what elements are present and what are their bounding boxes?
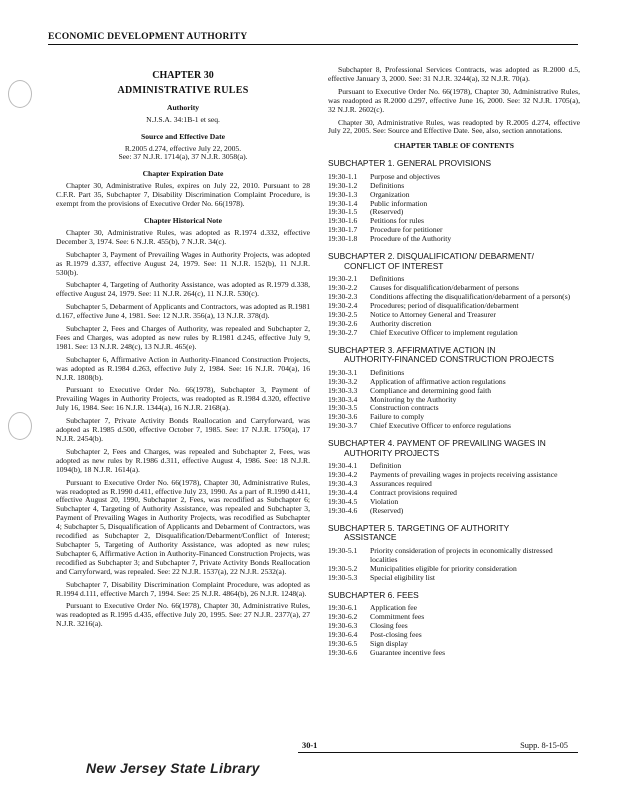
section-title: Definitions — [370, 274, 405, 284]
toc-title: CHAPTER TABLE OF CONTENTS — [394, 141, 514, 151]
section-title: (Reserved) — [370, 505, 404, 515]
section-number: 19:30-4.3 — [328, 479, 358, 489]
toc-entry — [328, 574, 580, 583]
section-number: 19:30-3.7 — [328, 421, 358, 431]
toc-entry — [328, 396, 580, 405]
subchapter-title: SUBCHAPTER 4. PAYMENT OF PREVAILING WAGES IN — [328, 438, 546, 449]
toc-entry — [328, 622, 580, 631]
authority-heading: Authority — [166, 102, 200, 112]
section-title: Petitions for rules — [370, 216, 424, 226]
toc-entry — [328, 547, 580, 565]
section-title: Procedures; period of disqualification/debarment — [370, 301, 519, 310]
section-title: Chief Executive Officer to implement regulation — [370, 327, 518, 337]
toc-entry — [328, 200, 580, 209]
subchapter-heading — [328, 591, 580, 601]
section-title: Construction contracts — [370, 403, 439, 413]
section-title: Purpose and objectives — [370, 171, 441, 181]
toc-entry — [328, 565, 580, 574]
section-title: Public information — [370, 198, 428, 208]
toc-entry — [328, 498, 580, 507]
right-column — [328, 66, 580, 658]
section-title: Application of affirmative action regulations — [370, 376, 506, 386]
section-title: Failure to comply — [370, 412, 424, 422]
section-title: Assurances required — [370, 479, 432, 489]
subchapter-title: SUBCHAPTER 5. TARGETING OF AUTHORITY — [328, 522, 510, 533]
toc-entry — [328, 191, 580, 200]
section-title: Violation — [370, 496, 399, 506]
section-number: 19:30-3.6 — [328, 412, 358, 422]
section-number: 19:30-6.1 — [328, 603, 358, 613]
section-title: (Reserved) — [370, 207, 404, 217]
history-paragraph: Subchapter 8, Professional Services Contracts, was adopted as R.2000 d.5, effective January 3, 2000. See: 31 N.J.R. 3244(a), 32 N.J.R. 70(a). — [328, 65, 580, 83]
section-number: 19:30-2.6 — [328, 318, 358, 328]
section-number: 19:30-3.3 — [328, 385, 358, 395]
subchapter-title-continued: CONFLICT OF INTEREST — [344, 260, 444, 271]
section-number: 19:30-1.5 — [328, 207, 358, 217]
history-paragraph: Pursuant to Executive Order No. 66(1978), Subchapter 3, Payment of Prevailing Wages in Authority Projects, was readopted as R.1984 d.320, effective July 16, 1984. See: 16 N.J.R. 1344(a), 16 N.J.R. 2168(a). — [56, 385, 310, 413]
section-title: Procedure of the Authority — [370, 234, 452, 244]
toc-entry — [328, 489, 580, 498]
source-citation: See: 37 N.J.R. 1714(a), 37 N.J.R. 3058(a). — [118, 152, 248, 162]
subchapter-heading — [328, 252, 580, 271]
section-title: Organization — [370, 189, 410, 199]
section-title: Payments of prevailing wages in projects receiving assistance — [370, 470, 558, 480]
subchapter-heading — [328, 524, 580, 543]
history-heading: Chapter Historical Note — [144, 215, 222, 225]
history-paragraph: Pursuant to Executive Order No. 66(1978), Chapter 30, Administrative Rules, was readopted as R.1990 d.411, effective July 23, 1990. As a part of R.1990 d.411, effective August 20, 1990, Subchapter 2, Fees, was recodified as Subchapter 6; Subchapter 4, Targeting of Authority Assistance, was repealed and Subchapter 3, Payment of Prevailing Wages in Authority Projects, was recodified as Subchapter 4; Subchapter 5, Disqualification of Applicants and Debarment of Contractors, was recodified as Subchapter 2, Disqualification/Debarment/Conflict of Interest; Subchapter 5, Targeting of Authority Assistance, was adopted as new rules; Subchapter 6, Affirmative Action in Authority-Financed Construction Projects, was recodified as Subchapter 3; and Subchapter 7, Private Activity Bonds Reallocation and Carryforward, was repealed. See: 22 N.J.R. 1537(a), 22 N.J.R. 2532(a). — [56, 477, 310, 576]
subchapter-heading — [328, 346, 580, 365]
page-number: 30-1 — [302, 741, 318, 750]
toc-entry — [328, 311, 580, 320]
toc-entry — [328, 631, 580, 640]
section-number: 19:30-6.6 — [328, 647, 358, 657]
toc-entry — [328, 507, 580, 516]
chapter-number: CHAPTER 30 — [152, 70, 214, 81]
toc-entry — [328, 208, 580, 217]
history-paragraph: Subchapter 4, Targeting of Authority Assistance, was adopted as R.1979 d.338, effective August 24, 1979. See: 11 N.J.R. 264(c), 11 N.J.R. 530(c). — [56, 280, 310, 299]
section-number: 19:30-1.1 — [328, 171, 358, 181]
section-title: Post-closing fees — [370, 629, 422, 639]
subchapter-title-continued: ASSISTANCE — [344, 532, 397, 543]
history-paragraph: Pursuant to Executive Order No. 66(1978), Chapter 30, Administrative Rules, was readopted as R.2000 d.297, effective June 16, 2000. See: 32 N.J.R. 1705(a), 32 N.J.R. 2602(c). — [328, 86, 580, 114]
toc-entry — [328, 404, 580, 413]
toc-entry — [328, 604, 580, 613]
toc-entry — [328, 640, 580, 649]
history-paragraph: Chapter 30, Administrative Rules, was adopted as R.1974 d.332, effective December 3, 1974. See: 6 N.J.R. 455(b), 7 N.J.R. 34(c). — [56, 227, 310, 246]
punch-hole — [8, 412, 32, 440]
history-paragraph: Subchapter 7, Private Activity Bonds Reallocation and Carryforward, was adopted as R.1985 d.500, effective October 7, 1985. See: 17 N.J.R. 1750(a), 17 N.J.R. 2454(b). — [56, 416, 310, 443]
supplement-date: Supp. 8-15-05 — [520, 741, 568, 750]
section-number: 19:30-6.5 — [328, 638, 358, 648]
subchapter-title: SUBCHAPTER 3. AFFIRMATIVE ACTION IN — [328, 344, 496, 355]
section-title: Commitment fees — [370, 612, 425, 622]
toc-entry — [328, 182, 580, 191]
section-title: Definitions — [370, 367, 405, 377]
expiration-text: Chapter 30, Administrative Rules, expires on July 22, 2010. Pursuant to 28 C.F.R. Part 35, Subchapter 7, Disability Discrimination Complaint Procedure, is exempt from the provisions of Executive Order No. 66(1978). — [56, 181, 310, 209]
section-number: 19:30-4.1 — [328, 461, 358, 471]
section-title: Municipalities eligible for priority consideration — [370, 563, 517, 573]
subchapter-title: SUBCHAPTER 1. GENERAL PROVISIONS — [328, 158, 492, 169]
section-title: Notice to Attorney General and Treasurer — [370, 309, 496, 319]
section-number: 19:30-2.3 — [328, 292, 358, 302]
toc-entry — [328, 217, 580, 226]
footer-rule — [298, 752, 578, 753]
toc-entry — [328, 173, 580, 182]
section-number: 19:30-4.2 — [328, 470, 358, 480]
section-title: Definitions — [370, 180, 405, 190]
section-number: 19:30-1.7 — [328, 225, 358, 235]
section-title: Chief Executive Officer to enforce regulations — [370, 421, 511, 431]
section-number: 19:30-3.1 — [328, 367, 358, 377]
section-title: Definition — [370, 461, 402, 471]
subchapter-title: SUBCHAPTER 6. FEES — [328, 589, 419, 600]
section-title: Application fee — [370, 603, 418, 613]
toc-entry — [328, 226, 580, 235]
subchapter-heading — [328, 159, 580, 169]
subchapter-title-continued: AUTHORITY-FINANCED CONSTRUCTION PROJECTS — [344, 354, 555, 365]
section-title: Causes for disqualification/debarment of persons — [370, 283, 519, 293]
toc-entry — [328, 329, 580, 338]
section-number: 19:30-2.4 — [328, 301, 358, 310]
section-number: 19:30-3.4 — [328, 394, 358, 404]
section-number: 19:30-2.7 — [328, 327, 358, 337]
section-number: 19:30-5.3 — [328, 572, 358, 582]
history-paragraph: Subchapter 5, Debarment of Applicants and Contractors, was adopted as R.1981 d.167, effective June 4, 1981. See: 12 N.J.R. 356(a), 13 N.J.R. 378(d). — [56, 302, 310, 321]
section-number: 19:30-2.1 — [328, 274, 358, 284]
toc-entry — [328, 649, 580, 658]
section-title: Conditions affecting the disqualification/debarment of a person(s) — [370, 292, 571, 302]
left-column — [56, 70, 310, 633]
toc-entry — [328, 422, 580, 431]
section-title: Procedure for petitioner — [370, 225, 443, 235]
section-number: 19:30-3.2 — [328, 376, 358, 386]
section-title: Contract provisions required — [370, 488, 457, 498]
section-title: Guarantee incentive fees — [370, 647, 446, 657]
library-stamp: New Jersey State Library — [86, 760, 260, 776]
chapter-name: ADMINISTRATIVE RULES — [117, 84, 249, 96]
history-paragraph: Subchapter 3, Payment of Prevailing Wages in Authority Projects, was adopted as R.1979 d.337, effective August 24, 1979. See: 11 N.J.R. 152(b), 11 N.J.R. 530(b). — [56, 249, 310, 277]
section-number: 19:30-3.5 — [328, 403, 358, 413]
section-title: Compliance and determining good faith — [370, 385, 492, 395]
section-title: Sign display — [370, 638, 408, 648]
toc-entry — [328, 235, 580, 244]
subchapter-title: SUBCHAPTER 2. DISQUALIFICATION/ DEBARMENT/ — [328, 251, 534, 262]
section-title: Special eligibility list — [370, 572, 435, 582]
section-number: 19:30-4.6 — [328, 505, 358, 515]
toc-entry — [328, 471, 580, 480]
section-number: 19:30-6.4 — [328, 629, 358, 639]
table-of-contents — [328, 159, 580, 657]
section-number: 19:30-5.2 — [328, 563, 358, 573]
section-title: Authority discretion — [370, 318, 432, 328]
section-number: 19:30-1.6 — [328, 216, 358, 226]
section-title: Monitoring by the Authority — [370, 394, 457, 404]
section-number: 19:30-4.5 — [328, 496, 358, 506]
punch-hole — [8, 80, 32, 108]
history-paragraph: Chapter 30, Administrative Rules, was readopted by R.2005 d.274, effective July 22, 2005. See: Source and Effective Date. See, also, section annotations. — [328, 117, 580, 136]
section-number: 19:30-1.8 — [328, 234, 358, 244]
section-number: 19:30-2.2 — [328, 283, 358, 293]
section-number: 19:30-1.3 — [328, 189, 358, 199]
section-number: 19:30-4.4 — [328, 488, 358, 498]
authority-text: N.J.S.A. 34:1B-1 et seq. — [146, 114, 220, 124]
history-paragraph: Subchapter 2, Fees and Charges, was repealed and Subchapter 2, Fees, was adopted as new rules by R.1986 d.311, effective August 4, 1986. See: 18 N.J.R. 1094(b), 18 N.J.R. 1614(a). — [56, 446, 310, 474]
section-title: Priority consideration of projects in economically distressed localities — [370, 545, 553, 564]
history-paragraph: Subchapter 7, Disability Discrimination Complaint Procedure, was adopted as R.1994 d.111, effective March 7, 1994. See: 25 N.J.R. 4864(b), 26 N.J.R. 1248(a). — [56, 579, 310, 598]
section-number: 19:30-6.3 — [328, 621, 358, 630]
source-text: R.2005 d.274, effective July 22, 2005. — [124, 143, 242, 153]
subchapter-title-continued: AUTHORITY PROJECTS — [344, 447, 440, 458]
subchapter-heading — [328, 439, 580, 458]
toc-entry — [328, 613, 580, 622]
section-number: 19:30-1.2 — [328, 180, 358, 190]
history-paragraph: Subchapter 6, Affirmative Action in Authority-Financed Construction Projects, was adopted as R.1984 d.263, effective July 2, 1984. See: 16 N.J.R. 704(a), 16 N.J.R. 1808(b). — [56, 354, 310, 382]
source-heading: Source and Effective Date — [140, 131, 225, 141]
section-number: 19:30-2.5 — [328, 309, 358, 319]
expiration-heading: Chapter Expiration Date — [142, 169, 224, 179]
section-number: 19:30-6.2 — [328, 612, 358, 622]
running-head: ECONOMIC DEVELOPMENT AUTHORITY — [48, 31, 578, 45]
section-number: 19:30-1.4 — [328, 198, 358, 208]
history-paragraph: Subchapter 2, Fees and Charges of Authority, was repealed and Subchapter 2, Fees and Charges, was adopted as new rules by R.1981 d.245, effective July 9, 1981. See: 13 N.J.R. 248(c), 13 N.J.R. 465(e). — [56, 324, 310, 351]
history-paragraph: Pursuant to Executive Order No. 66(1978), Chapter 30, Administrative Rules, was readopted as R.1995 d.435, effective July 20, 1995. See: 27 N.J.R. 2377(a), 27 N.J.R. 3216(a). — [56, 601, 310, 629]
section-number: 19:30-5.1 — [328, 545, 358, 555]
section-title: Closing fees — [370, 621, 408, 630]
